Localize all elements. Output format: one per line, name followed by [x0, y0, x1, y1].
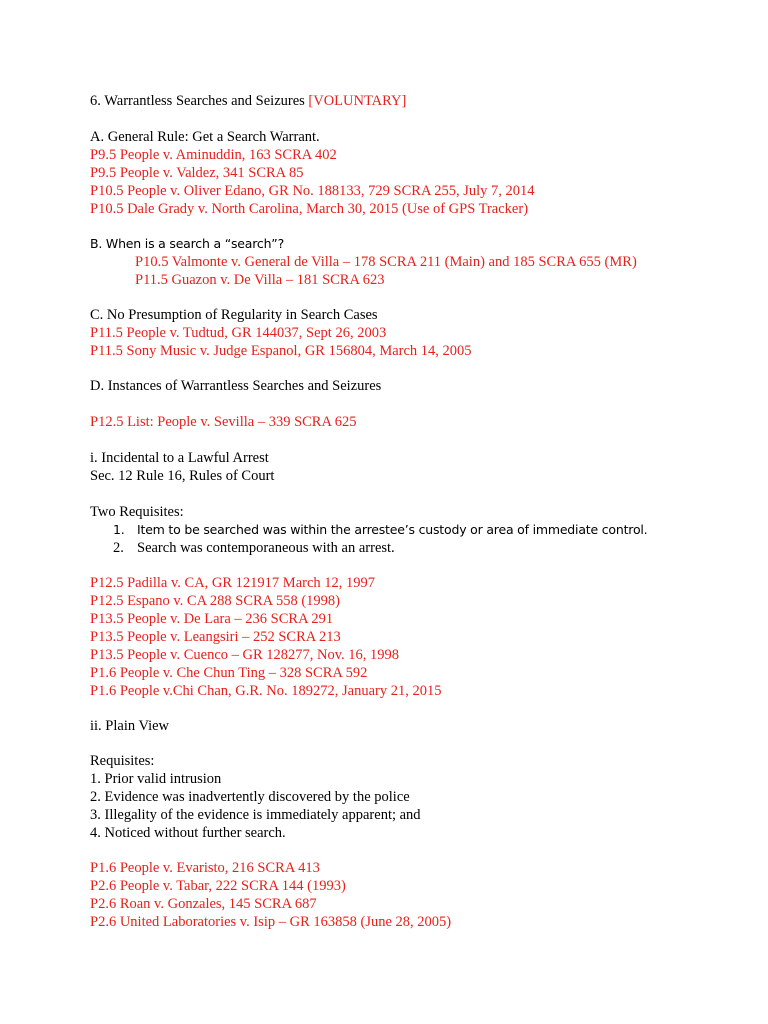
case-reference: P11.5 Sony Music v. Judge Espanol, GR 156804, March 14, 2005	[90, 343, 472, 359]
case-reference: P10.5 People v. Oliver Edano, GR No. 188133, 729 SCRA 255, July 7, 2014	[90, 183, 535, 199]
case-reference: P10.5 Dale Grady v. North Carolina, March 30, 2015 (Use of GPS Tracker)	[90, 201, 529, 217]
requisites-title: Two Requisites:	[90, 504, 184, 520]
case-reference: P11.5 Guazon v. De Villa – 181 SCRA 623	[135, 272, 385, 288]
requisite-text: Item to be searched was within the arrestee’s custody or area of immediate control.	[137, 522, 648, 537]
case-reference: P13.5 People v. De Lara – 236 SCRA 291	[90, 611, 334, 627]
case-reference: P1.6 People v.Chi Chan, G.R. No. 189272, January 21, 2015	[90, 683, 442, 699]
requisite-number: 2.	[113, 540, 124, 556]
case-reference: P9.5 People v. Valdez, 341 SCRA 85	[90, 165, 304, 181]
section-heading	[90, 92, 406, 110]
section-c-title: C. No Presumption of Regularity in Search Cases	[90, 307, 378, 323]
subsection-ii-title: ii. Plain View	[90, 718, 170, 734]
case-reference: P10.5 Valmonte v. General de Villa – 178 SCRA 211 (Main) and 185 SCRA 655 (MR)	[135, 254, 637, 270]
case-reference: P12.5 Padilla v. CA, GR 121917 March 12, 1997	[90, 575, 376, 591]
requisite-item	[113, 539, 395, 557]
case-reference: P1.6 People v. Che Chun Ting – 328 SCRA 592	[90, 665, 368, 681]
case-reference: P12.5 List: People v. Sevilla – 339 SCRA 625	[90, 414, 357, 430]
requisite-item: 2. Evidence was inadvertently discovered by the police	[90, 789, 410, 805]
requisite-item: 3. Illegality of the evidence is immediately apparent; and	[90, 807, 421, 823]
case-reference: P9.5 People v. Aminuddin, 163 SCRA 402	[90, 147, 337, 163]
case-reference: P12.5 Espano v. CA 288 SCRA 558 (1998)	[90, 593, 341, 609]
case-reference: P13.5 People v. Cuenco – GR 128277, Nov. 16, 1998	[90, 647, 400, 663]
case-reference: P2.6 People v. Tabar, 222 SCRA 144 (1993)	[90, 878, 346, 894]
case-reference: P2.6 Roan v. Gonzales, 145 SCRA 687	[90, 896, 317, 912]
heading-tag: [VOLUNTARY]	[308, 93, 407, 109]
case-reference: P2.6 United Laboratories v. Isip – GR 163858 (June 28, 2005)	[90, 914, 452, 930]
case-reference: P13.5 People v. Leangsiri – 252 SCRA 213	[90, 629, 341, 645]
case-reference: P1.6 People v. Evaristo, 216 SCRA 413	[90, 860, 320, 876]
requisite-item	[113, 521, 647, 539]
requisite-item: 4. Noticed without further search.	[90, 825, 286, 841]
section-b-title: B. When is a search a “search”?	[90, 236, 285, 251]
section-d-title: D. Instances of Warrantless Searches and Seizures	[90, 378, 382, 394]
requisite-number: 1.	[113, 522, 125, 537]
rule-reference: Sec. 12 Rule 16, Rules of Court	[90, 468, 275, 484]
subsection-i-title: i. Incidental to a Lawful Arrest	[90, 450, 269, 466]
requisite-text: Search was contemporaneous with an arrest.	[137, 540, 395, 556]
section-a-title: A. General Rule: Get a Search Warrant.	[90, 129, 320, 145]
case-reference: P11.5 People v. Tudtud, GR 144037, Sept 26, 2003	[90, 325, 387, 341]
heading-title: 6. Warrantless Searches and Seizures	[90, 93, 309, 109]
requisite-item: 1. Prior valid intrusion	[90, 771, 222, 787]
requisites-title: Requisites:	[90, 753, 155, 769]
